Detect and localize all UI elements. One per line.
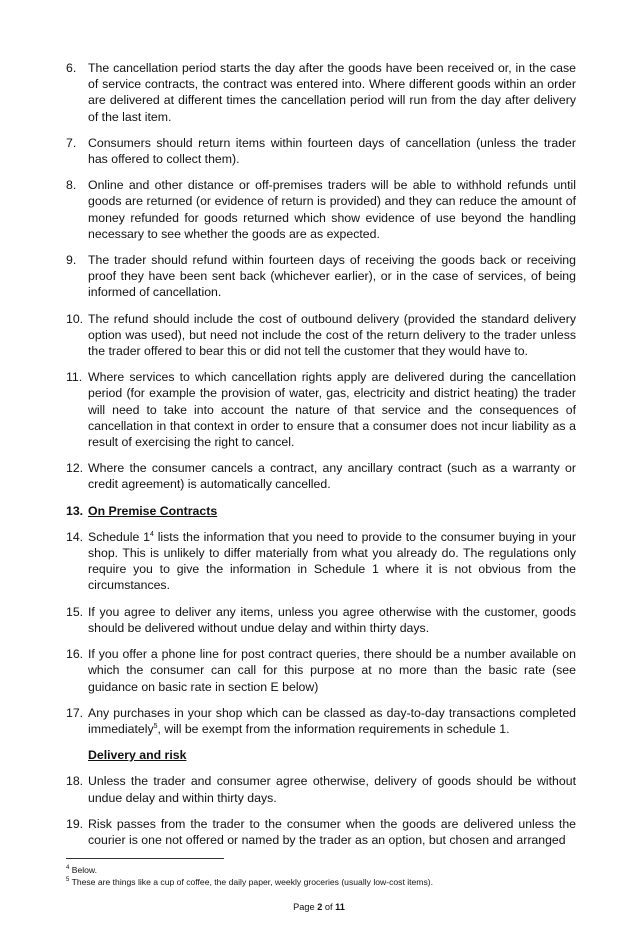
item-number: 16. <box>66 647 84 662</box>
list-item <box>66 60 576 125</box>
footnote <box>66 877 576 889</box>
total-pages: 11 <box>335 902 345 912</box>
footnote-divider <box>66 858 224 859</box>
item-text: Unless the trader and consumer agree otherwise, delivery of goods should be without undue delay and within thirty days. <box>88 774 576 805</box>
footnote <box>66 865 576 877</box>
item-text: If you offer a phone line for post contract queries, there should be a number available on which the consumer can call for this purpose at no more than the basic rate (see guidance on basic rate in section E below) <box>88 647 576 694</box>
item-text: Where the consumer cancels a contract, any ancillary contract (such as a warranty or credit agreement) is automatically cancelled. <box>88 461 576 492</box>
footnote-mark: 4 <box>66 865 70 871</box>
item-number: 6. <box>66 61 77 75</box>
section-number: 13. <box>66 503 84 518</box>
item-text-part: Any purchases in your shop which can be classed as day-to-day transactions completed immediately <box>88 705 576 736</box>
footnotes <box>66 858 576 888</box>
item-number: 14. <box>66 529 84 544</box>
item-text: The trader should refund within fourteen days of receiving the goods back or receiving proof they have been sent back (whichever earlier), or in the case of services, of being informed of cancellation. <box>88 253 576 300</box>
page-of-label: of <box>322 902 336 912</box>
item-number: 11. <box>66 370 83 385</box>
item-text: The refund should include the cost of outbound delivery (provided the standard delivery option was used), but need not include the cost of the return delivery to the trader unless the trader offered to bear this or did not tell the customer that they would have to. <box>88 311 576 359</box>
item-number: 17. <box>66 705 84 720</box>
item-text <box>88 529 576 594</box>
item-number: 18. <box>66 774 84 789</box>
footnote-text: Below. <box>69 865 98 875</box>
item-text <box>88 705 576 737</box>
item-number: 9. <box>66 253 77 268</box>
list-item <box>66 529 576 594</box>
list-item <box>66 646 576 695</box>
item-text: Where services to which cancellation rights apply are delivered during the cancellation period (for example the provision of water, gas, electricity and district heating) the trader will need to take into account the nature of that service and the consequences of cancellation in that context in order to ensure that a consumer does not incur liability as a result of exercising the right to cancel. <box>88 370 576 450</box>
list-item <box>66 369 576 450</box>
footnote-text: These are things like a cup of coffee, the daily paper, weekly groceries (usually low-cost items). <box>69 876 434 887</box>
page-footer <box>0 902 638 912</box>
item-text: If you agree to deliver any items, unless you agree otherwise with the customer, goods should be delivered without undue delay and within thirty days. <box>88 604 576 635</box>
subheading: Delivery and risk <box>88 748 187 763</box>
subheading-row <box>66 747 576 763</box>
item-number: 19. <box>66 816 84 831</box>
list-item <box>66 177 576 242</box>
list-item <box>66 816 576 848</box>
item-text: Online and other distance or off-premises traders will be able to withhold refunds until goods are returned (or evidence of return is provided) and they can reduce the amount of money refunded for goods returned which show evidence of use beyond the handling necessary to see whether the goods are as expected. <box>88 178 576 241</box>
item-number: 15. <box>66 604 84 619</box>
page-label: Page <box>293 902 318 912</box>
item-text: Consumers should return items within fourteen days of cancellation (unless the trader has offered to collect them). <box>88 135 576 167</box>
item-number: 10. <box>66 311 84 326</box>
list-item <box>66 252 576 301</box>
footnote-ref[interactable]: 4 <box>149 530 154 538</box>
item-text-part: Schedule 1 <box>88 529 150 544</box>
list-item <box>66 604 576 636</box>
current-page: 2 <box>317 902 323 912</box>
item-text-part: lists the information that you need to provide to the consumer buying in your shop. This is unlikely to differ materially from what you already do. The regulations only require you to give the information in Schedule 1 where it is not obvious from the circumstances. <box>88 529 576 593</box>
list-item <box>66 311 576 360</box>
item-number: 8. <box>66 178 77 193</box>
list-item <box>66 705 576 737</box>
item-text-part: , will be exempt from the information requirements in schedule 1. <box>157 721 510 736</box>
section-heading <box>66 503 576 519</box>
page-content <box>66 60 576 858</box>
item-text: Risk passes from the trader to the consumer when the goods are delivered unless the courier is one not offered or named by the trader as an option, but chosen and arranged <box>88 816 576 847</box>
item-number: 7. <box>66 135 77 150</box>
list-item <box>66 135 576 167</box>
item-number: 12. <box>66 461 84 476</box>
footnote-ref[interactable]: 5 <box>153 722 158 730</box>
list-item <box>66 773 576 805</box>
item-text: The cancellation period starts the day after the goods have been received or, in the case of service contracts, the contract was entered into. Where different goods within an order are delivered at different times the cancellation period will run from the day after delivery of the last item. <box>88 61 576 124</box>
list-item <box>66 460 576 492</box>
section-title: On Premise Contracts <box>88 503 218 518</box>
footnote-mark: 5 <box>66 876 70 883</box>
